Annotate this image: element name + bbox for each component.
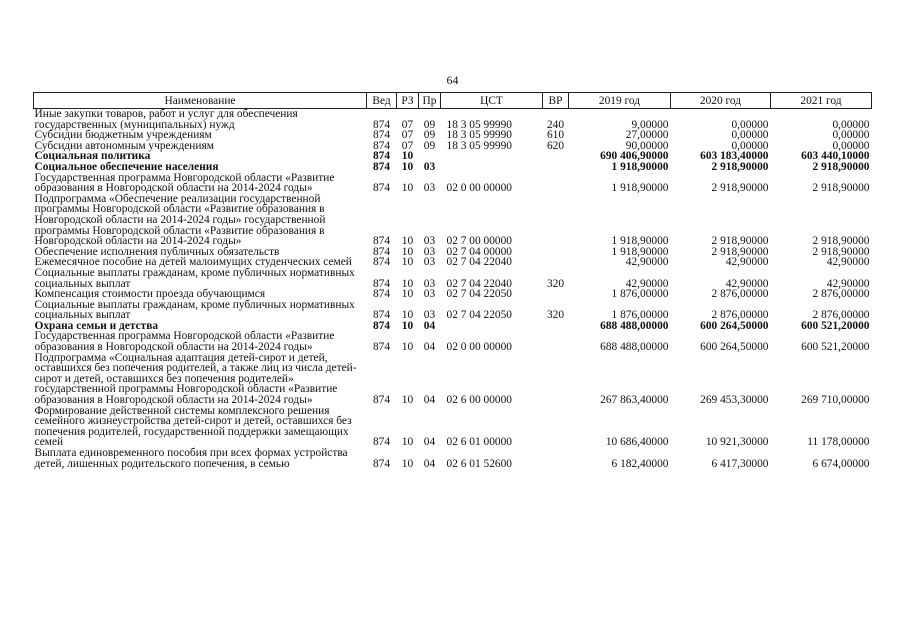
cell-rz: 10 [401, 309, 414, 322]
cell-ved: 874 [372, 341, 391, 354]
cell-ved: 874 [372, 319, 391, 332]
cell-ved: 874 [372, 436, 391, 449]
cell-cst [441, 321, 543, 332]
cell-2021: 6 674,00000 [812, 457, 870, 470]
cell-cst: 02 7 04 22050 [446, 309, 512, 322]
cell-ved: 874 [372, 150, 391, 163]
cell-ved: 874 [372, 182, 391, 195]
cell-ved: 874 [372, 394, 391, 407]
cell-cst: 02 7 04 22050 [446, 288, 512, 301]
cell-2019: 9,00000 [631, 118, 669, 131]
table-header-row [34, 93, 872, 109]
cell-rz: 07 [401, 129, 414, 142]
cell-vr: 320 [546, 277, 565, 290]
header-rz: РЗ [397, 93, 419, 109]
cell-cst: 18 3 05 99990 [446, 118, 512, 131]
cell-2019: 1 918,90000 [611, 182, 669, 195]
cell-2020: 10 921,30000 [705, 436, 769, 449]
cell-name: Подпрограмма «Социальная адаптация детей-сирот и детей, оставшихся без попечения родителей, а также лиц из числа детей-сирот и детей, оставшихся без попечения родителей» государственной программы Новгородской области «Развитие образования в Новгородской области на 2014-2024 годы» [34, 351, 357, 407]
cell-2020: 2 876,00000 [711, 309, 769, 322]
cell-2021: 2 876,00000 [812, 288, 870, 301]
cell-name: Выплата единовременного пособия при всех формах устройства детей, лишенных родительского попечения, в семью [34, 447, 348, 470]
cell-vr: 620 [546, 139, 565, 152]
table-row [34, 353, 872, 406]
cell-vr [543, 162, 569, 173]
cell-pr: 03 [423, 182, 436, 195]
cell-pr: 04 [423, 394, 436, 407]
cell-cst: 02 7 04 22040 [446, 277, 512, 290]
cell-name: Подпрограмма «Обеспечение реализации государственной программы Новгородской области «Развитие образования в Новгородской области на 2014-2024 годы» государственной программы Новгородской области «Развитие образования в Новгородской области на 2014-2024 годы» [34, 192, 326, 248]
cell-ved: 874 [372, 277, 391, 290]
cell-pr: 03 [423, 309, 436, 322]
cell-2019: 688 488,00000 [600, 319, 669, 332]
cell-vr [543, 321, 569, 332]
cell-2020: 603 183,40000 [700, 150, 769, 163]
cell-pr: 03 [423, 245, 436, 258]
cell-name: Субсидии бюджетным учреждениям [34, 129, 212, 142]
cell-pr: 09 [423, 139, 436, 152]
cell-2019: 267 863,40000 [600, 394, 669, 407]
cell-2021: 42,90000 [826, 256, 870, 269]
table-row [34, 331, 872, 352]
cell-2021: 2 876,00000 [812, 309, 870, 322]
cell-pr: 03 [423, 256, 436, 269]
cell-vr [543, 257, 569, 268]
table-row [34, 173, 872, 194]
cell-name: Охрана семьи и детства [34, 319, 159, 332]
cell-2019: 27,00000 [625, 129, 669, 142]
cell-cst: 02 6 01 00000 [446, 436, 512, 449]
cell-vr [543, 289, 569, 300]
cell-2019: 90,00000 [625, 139, 669, 152]
cell-vr [543, 406, 569, 448]
cell-name: Формирование действенной системы комплексного решения семейного жизнеустройства детей-сирот и детей, оставшихся без попечения родителей, государственной поддержки замещающих семей [34, 404, 352, 449]
cell-2019: 1 876,00000 [611, 309, 669, 322]
cell-vr: 320 [546, 309, 565, 322]
cell-ved: 874 [372, 309, 391, 322]
cell-2021: 2 918,90000 [812, 245, 870, 258]
cell-2019: 42,90000 [625, 256, 669, 269]
cell-2021: 269 710,00000 [801, 394, 870, 407]
cell-rz: 10 [401, 256, 414, 269]
cell-2020: 42,90000 [725, 256, 769, 269]
table-row [34, 268, 872, 289]
cell-2019: 1 876,00000 [611, 288, 669, 301]
cell-pr: 04 [423, 319, 436, 332]
cell-pr: 03 [423, 288, 436, 301]
cell-2020: 2 918,90000 [711, 160, 769, 173]
cell-ved: 874 [372, 245, 391, 258]
header-name: Наименование [34, 93, 367, 109]
cell-cst: 02 7 04 22040 [446, 256, 512, 269]
cell-2020: 0,00000 [731, 129, 769, 142]
cell-cst: 18 3 05 99990 [446, 139, 512, 152]
cell-vr [543, 151, 569, 162]
cell-2020: 600 264,50000 [700, 319, 769, 332]
cell-vr: 240 [546, 118, 565, 131]
cell-2019: 42,90000 [625, 277, 669, 290]
cell-cst: 02 6 01 52600 [446, 457, 512, 470]
cell-2021: 0,00000 [832, 118, 870, 131]
cell-name: Субсидии автономным учреждениям [34, 139, 214, 152]
cell-ved: 874 [372, 160, 391, 173]
cell-rz: 07 [401, 118, 414, 131]
cell-2021: 2 918,90000 [812, 235, 870, 248]
cell-pr: 03 [423, 160, 436, 173]
cell-name: Государственная программа Новгородской области «Развитие образования в Новгородской области на 2014-2024 годы» [34, 330, 335, 354]
cell-vr [543, 194, 569, 247]
cell-name: Социальные выплаты гражданам, кроме публичных нормативных социальных выплат [34, 266, 355, 290]
cell-name: Обеспечение исполнения публичных обязательств [34, 245, 280, 258]
cell-2020: 0,00000 [731, 118, 769, 131]
cell-pr: 04 [423, 457, 436, 470]
table-row [34, 300, 872, 321]
cell-2021: 600 521,20000 [801, 341, 870, 354]
cell-pr: 03 [423, 277, 436, 290]
cell-2021: 0,00000 [832, 129, 870, 142]
cell-rz: 10 [401, 277, 414, 290]
cell-rz: 10 [401, 288, 414, 301]
cell-cst: 02 0 00 00000 [446, 182, 512, 195]
cell-rz: 10 [401, 150, 414, 163]
cell-cst: 18 3 05 99990 [446, 129, 512, 142]
cell-2020: 2 918,90000 [711, 235, 769, 248]
header-ved: Вед [367, 93, 397, 109]
cell-ved: 874 [372, 118, 391, 131]
cell-rz: 10 [401, 160, 414, 173]
cell-2020: 600 264,50000 [700, 341, 769, 354]
cell-rz: 10 [401, 436, 414, 449]
cell-rz: 10 [401, 341, 414, 354]
table-row [34, 162, 872, 173]
cell-2020: 0,00000 [731, 139, 769, 152]
cell-2019: 1 918,90000 [611, 160, 669, 173]
cell-pr: 09 [423, 118, 436, 131]
table-body [34, 109, 872, 470]
cell-rz: 10 [401, 245, 414, 258]
cell-pr: 04 [423, 341, 436, 354]
cell-pr: 04 [423, 436, 436, 449]
cell-vr: 610 [546, 129, 565, 142]
table-row [34, 109, 872, 131]
cell-ved: 874 [372, 256, 391, 269]
cell-2021: 42,90000 [826, 277, 870, 290]
table-row [34, 448, 872, 469]
cell-2020: 2 876,00000 [711, 288, 769, 301]
cell-vr [543, 448, 569, 469]
header-2021: 2021 год [771, 93, 872, 109]
cell-cst: 02 0 00 00000 [446, 341, 512, 354]
cell-2020: 2 918,90000 [711, 245, 769, 258]
cell-2019: 1 918,90000 [611, 245, 669, 258]
cell-vr [543, 331, 569, 352]
cell-2019: 10 686,40000 [605, 436, 669, 449]
cell-name: Компенсация стоимости проезда обучающимся [34, 288, 266, 301]
header-2020: 2020 год [671, 93, 771, 109]
header-pr: Пр [419, 93, 441, 109]
cell-2019: 1 918,90000 [611, 235, 669, 248]
cell-rz: 10 [401, 182, 414, 195]
page-number: 64 [446, 73, 459, 87]
cell-name: Ежемесячное пособие на детей малоимущих студенческих семей [34, 256, 352, 269]
cell-name: Социальные выплаты гражданам, кроме публичных нормативных социальных выплат [34, 298, 355, 322]
cell-vr [543, 353, 569, 406]
header-vr: ВР [543, 93, 569, 109]
budget-table [33, 92, 872, 469]
cell-rz: 10 [401, 319, 414, 332]
cell-2021: 603 440,10000 [801, 150, 870, 163]
cell-2021: 2 918,90000 [812, 182, 870, 195]
cell-2019: 6 182,40000 [611, 457, 669, 470]
header-2019: 2019 год [569, 93, 671, 109]
cell-cst: 02 7 00 00000 [446, 235, 512, 248]
cell-2020: 269 453,30000 [700, 394, 769, 407]
cell-vr [543, 247, 569, 258]
cell-2021: 0,00000 [832, 139, 870, 152]
cell-rz: 10 [401, 235, 414, 248]
cell-cst [441, 151, 543, 162]
cell-name: Социальная политика [34, 150, 151, 163]
cell-pr: 03 [423, 235, 436, 248]
table-row [34, 194, 872, 247]
cell-rz: 07 [401, 139, 414, 152]
cell-name: Социальное обеспечение населения [34, 160, 219, 173]
cell-name: Иные закупки товаров, работ и услуг для обеспечения государственных (муниципальных) нужд [34, 108, 298, 131]
header-cst: ЦСТ [441, 93, 543, 109]
cell-2021: 11 178,00000 [807, 436, 870, 449]
cell-ved: 874 [372, 457, 391, 470]
cell-cst: 02 7 04 00000 [446, 245, 512, 258]
cell-2021: 600 521,20000 [801, 319, 870, 332]
table-row [34, 406, 872, 448]
cell-rz: 10 [401, 394, 414, 407]
cell-2020: 2 918,90000 [711, 182, 769, 195]
cell-2020: 42,90000 [725, 277, 769, 290]
cell-ved: 874 [372, 288, 391, 301]
cell-vr [543, 173, 569, 194]
cell-2021: 2 918,90000 [812, 160, 870, 173]
cell-cst [441, 162, 543, 173]
cell-2019: 690 406,90000 [600, 150, 669, 163]
cell-2019: 688 488,00000 [600, 341, 669, 354]
cell-ved: 874 [372, 139, 391, 152]
cell-rz: 10 [401, 457, 414, 470]
cell-ved: 874 [372, 235, 391, 248]
cell-ved: 874 [372, 129, 391, 142]
cell-cst: 02 6 00 00000 [446, 394, 512, 407]
cell-2020: 6 417,30000 [711, 457, 769, 470]
cell-name: Государственная программа Новгородской области «Развитие образования в Новгородской области на 2014-2024 годы» [34, 171, 335, 195]
cell-pr: 09 [423, 129, 436, 142]
